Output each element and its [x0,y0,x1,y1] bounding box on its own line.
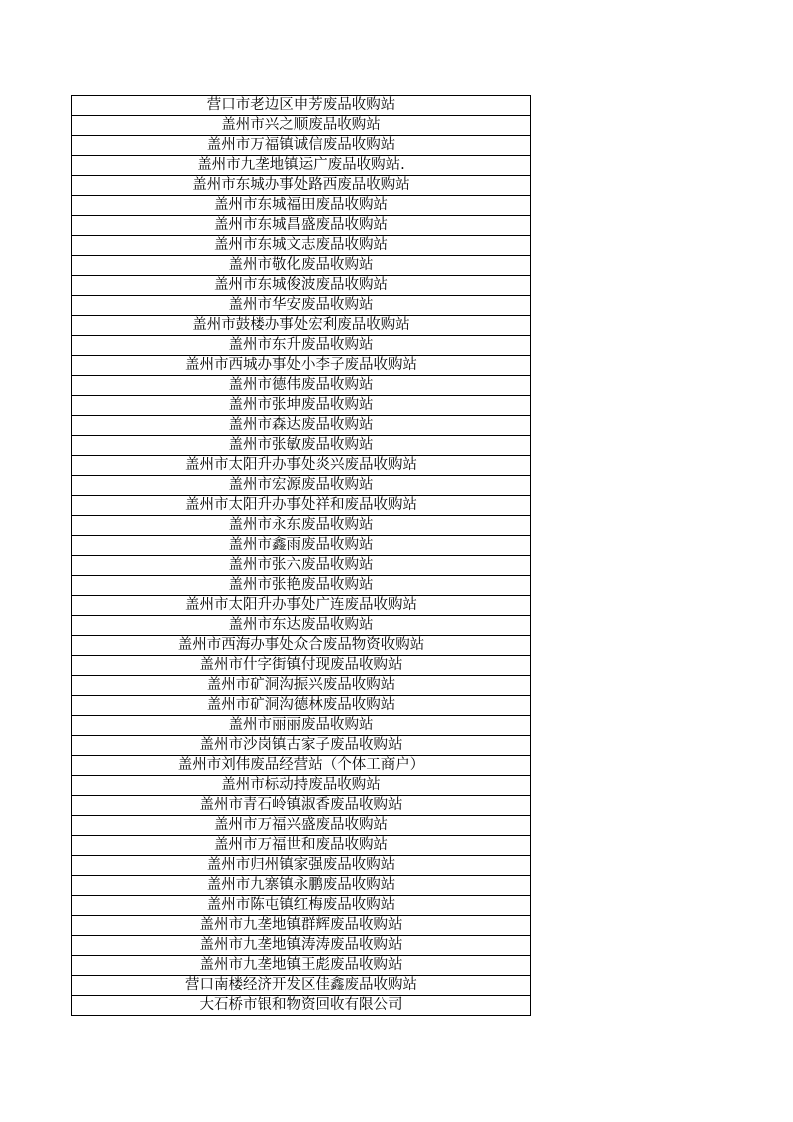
table-row [72,596,531,616]
station-name-cell: 盖州市太阳升办事处祥和废品收购站 [72,496,531,516]
table-row [72,556,531,576]
station-name-cell: 盖州市张坤废品收购站 [72,396,531,416]
table-row [72,236,531,256]
station-name-cell: 盖州市东达废品收购站 [72,616,531,636]
station-name-cell: 盖州市张敏废品收购站 [72,436,531,456]
station-name-cell: 盖州市华安废品收购站 [72,296,531,316]
table-row [72,656,531,676]
station-name-cell: 盖州市丽丽废品收购站 [72,716,531,736]
table-row [72,996,531,1016]
station-name-cell: 盖州市东升废品收购站 [72,336,531,356]
station-name-cell: 盖州市标动持废品收购站 [72,776,531,796]
table-row [72,936,531,956]
station-name-cell: 盖州市东城办事处路西废品收购站 [72,176,531,196]
station-name-cell: 盖州市九垄地镇运广废品收购站. [72,156,531,176]
table-row [72,436,531,456]
table-row [72,256,531,276]
station-name-cell: 盖州市太阳升办事处炎兴废品收购站 [72,456,531,476]
table-row [72,796,531,816]
station-name-cell: 盖州市敬化废品收购站 [72,256,531,276]
station-name-cell: 盖州市张六废品收购站 [72,556,531,576]
station-name-cell: 盖州市兴之顺废品收购站 [72,116,531,136]
station-name-cell: 盖州市刘伟废品经营站（个体工商户） [72,756,531,776]
station-name-cell: 营口市老边区申芳废品收购站 [72,96,531,116]
station-name-cell: 盖州市什字街镇付现废品收购站 [72,656,531,676]
table-row [72,676,531,696]
table-row [72,356,531,376]
station-name-cell: 盖州市东城文志废品收购站 [72,236,531,256]
station-name-cell: 大石桥市银和物资回收有限公司 [72,996,531,1016]
station-name-cell: 盖州市宏源废品收购站 [72,476,531,496]
station-name-cell: 盖州市鑫雨废品收购站 [72,536,531,556]
table-row [72,136,531,156]
station-name-cell: 盖州市九寨镇永鹏废品收购站 [72,876,531,896]
station-name-cell: 盖州市德伟废品收购站 [72,376,531,396]
station-name-cell: 盖州市西城办事处小李子废品收购站 [72,356,531,376]
table-row [72,496,531,516]
station-name-cell: 盖州市永东废品收购站 [72,516,531,536]
table-row [72,116,531,136]
table-row [72,336,531,356]
table-row [72,476,531,496]
table-row [72,916,531,936]
table-row [72,896,531,916]
table-row [72,956,531,976]
station-name-cell: 盖州市陈屯镇红梅废品收购站 [72,896,531,916]
station-name-cell: 盖州市万福兴盛废品收购站 [72,816,531,836]
table-row [72,816,531,836]
table-row [72,316,531,336]
station-list-body [72,96,531,1016]
table-row [72,616,531,636]
table-row [72,856,531,876]
table-row [72,196,531,216]
station-list-table [71,95,531,1016]
station-name-cell: 盖州市西海办事处众合废品物资收购站 [72,636,531,656]
table-row [72,516,531,536]
table-row [72,156,531,176]
table-row [72,636,531,656]
station-name-cell: 盖州市森达废品收购站 [72,416,531,436]
table-row [72,456,531,476]
station-name-cell: 盖州市矿洞沟振兴废品收购站 [72,676,531,696]
station-name-cell: 盖州市东城俊波废品收购站 [72,276,531,296]
station-name-cell: 盖州市鼓楼办事处宏利废品收购站 [72,316,531,336]
station-name-cell: 盖州市归州镇家强废品收购站 [72,856,531,876]
table-row [72,696,531,716]
table-row [72,876,531,896]
table-row [72,716,531,736]
table-row [72,396,531,416]
table-row [72,276,531,296]
table-row [72,376,531,396]
table-row [72,576,531,596]
station-name-cell: 盖州市九垄地镇群辉废品收购站 [72,916,531,936]
table-row [72,756,531,776]
station-name-cell: 营口南楼经济开发区佳鑫废品收购站 [72,976,531,996]
station-name-cell: 盖州市太阳升办事处广连废品收购站 [72,596,531,616]
table-row [72,836,531,856]
station-name-cell: 盖州市青石岭镇淑香废品收购站 [72,796,531,816]
table-row [72,176,531,196]
station-name-cell: 盖州市九垄地镇涛涛废品收购站 [72,936,531,956]
table-row [72,416,531,436]
station-name-cell: 盖州市张艳废品收购站 [72,576,531,596]
table-row [72,776,531,796]
station-name-cell: 盖州市沙岗镇古家子废品收购站 [72,736,531,756]
table-row [72,536,531,556]
table-row [72,976,531,996]
station-name-cell: 盖州市万福世和废品收购站 [72,836,531,856]
station-name-cell: 盖州市东城福田废品收购站 [72,196,531,216]
table-row [72,96,531,116]
table-row [72,296,531,316]
station-name-cell: 盖州市万福镇诚信废品收购站 [72,136,531,156]
table-row [72,216,531,236]
station-name-cell: 盖州市九垄地镇王彪废品收购站 [72,956,531,976]
station-name-cell: 盖州市矿洞沟德林废品收购站 [72,696,531,716]
station-name-cell: 盖州市东城昌盛废品收购站 [72,216,531,236]
table-row [72,736,531,756]
